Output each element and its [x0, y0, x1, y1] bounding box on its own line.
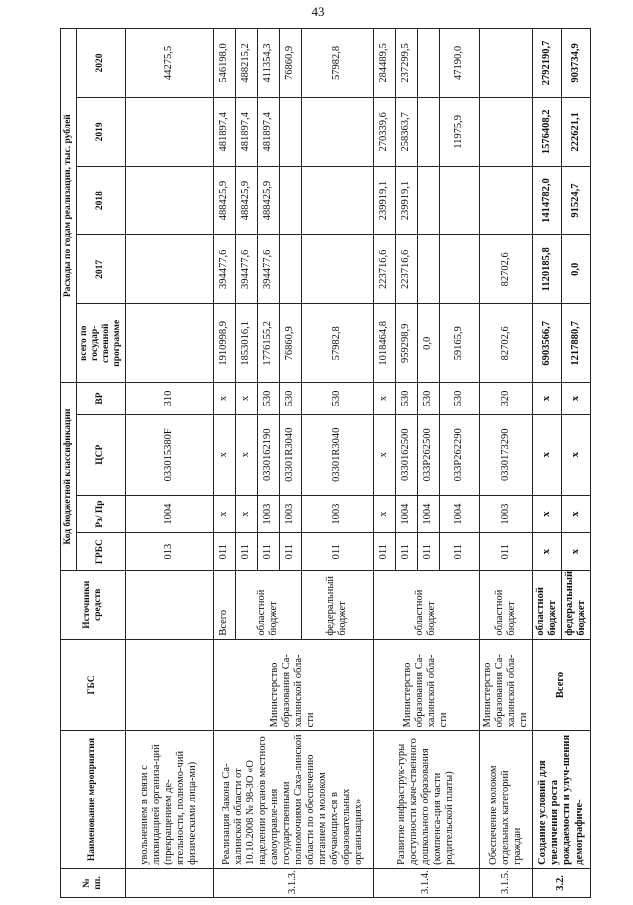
- cell-2017: 394477,6: [213, 235, 235, 304]
- cell-vr: х: [561, 383, 590, 414]
- cell-2018: [417, 166, 439, 235]
- cell-2020: 76860,9: [279, 29, 301, 98]
- measure-number: 3.2.: [532, 868, 590, 897]
- header-total: всего по государ-ственной программе: [76, 304, 125, 383]
- cell-2020: [417, 29, 439, 98]
- cell-csr: х: [373, 414, 395, 495]
- cell-vr: 320: [479, 383, 532, 414]
- header-2020: 2020: [76, 29, 125, 98]
- cell-total: 82702,6: [479, 304, 532, 383]
- cell-rzpr: 1004: [395, 495, 417, 533]
- cell-2020: 2792190,7: [532, 29, 561, 98]
- page-number: 43: [311, 4, 325, 19]
- cell-2017: 223716,6: [373, 235, 395, 304]
- cell-2017: [439, 235, 479, 304]
- cell-total: 0,0: [417, 304, 439, 383]
- cell-vr: 530: [257, 383, 279, 414]
- cell-vr: х: [373, 383, 395, 414]
- cell-2018: 488425,9: [235, 166, 257, 235]
- cell-csr: 033Р262500: [417, 414, 439, 495]
- cell-total: 59165,9: [439, 304, 479, 383]
- cell-grbs: 013: [125, 533, 213, 571]
- cell-2020: 488215,2: [235, 29, 257, 98]
- cell-2017: 82702,6: [479, 235, 532, 304]
- header-code-group: Код бюджетной классификации: [61, 383, 77, 571]
- cell-vr: 530: [417, 383, 439, 414]
- cell-csr: х: [235, 414, 257, 495]
- cell-2018: 1414782,0: [532, 166, 561, 235]
- cell-grbs: 011: [373, 533, 395, 571]
- cell-2019: [301, 97, 373, 166]
- header-2017: 2017: [76, 235, 125, 304]
- cell-2018: [279, 166, 301, 235]
- header-name: Наименование мероприятия: [61, 731, 126, 869]
- cell-2017: 1120185,8: [532, 235, 561, 304]
- cell-2017: 394477,6: [257, 235, 279, 304]
- cell-2020: 546198,0: [213, 29, 235, 98]
- header-source: Источники средств: [61, 570, 126, 639]
- cell-2018: [125, 166, 213, 235]
- cell-2017: 223716,6: [395, 235, 417, 304]
- cell-grbs: х: [532, 533, 561, 571]
- cell-2018: 239919,1: [373, 166, 395, 235]
- cell-rzpr: х: [235, 495, 257, 533]
- cell-2018: 488425,9: [257, 166, 279, 235]
- header-expense-group: Расходы по годам реализации, тыс. рублей: [61, 29, 77, 383]
- cell-vr: 530: [439, 383, 479, 414]
- cell-rzpr: 1004: [417, 495, 439, 533]
- cell-grbs: х: [561, 533, 590, 571]
- header-2019: 2019: [76, 97, 125, 166]
- cell-rzpr: 1003: [257, 495, 279, 533]
- cell-source: федеральный бюджет: [561, 570, 590, 639]
- cell-rzpr: х: [213, 495, 235, 533]
- cell-vr: 530: [301, 383, 373, 414]
- measure-gos: Министерство образования Са-халинской обла-сти: [213, 639, 373, 731]
- measure-number: 3.1.3.: [213, 868, 373, 897]
- cell-source: областной бюджет: [532, 570, 561, 639]
- cell-csr: 033Р262290: [439, 414, 479, 495]
- cell-vr: 530: [279, 383, 301, 414]
- measure-name: Развитие инфраструк-туры доступности каче-ственного дошкольного образования (компенса-ция части родительской платы): [373, 731, 479, 869]
- cell-rzpr: 1003: [279, 495, 301, 533]
- cell-2020: 411354,3: [257, 29, 279, 98]
- cell-vr: х: [213, 383, 235, 414]
- header-csr: ЦСР: [76, 414, 125, 495]
- cell-total: 1018464,8: [373, 304, 395, 383]
- cell-csr: х: [213, 414, 235, 495]
- cell-vr: х: [235, 383, 257, 414]
- cell-2020: 237299,5: [395, 29, 417, 98]
- cell-rzpr: 1004: [439, 495, 479, 533]
- cell-rzpr: х: [373, 495, 395, 533]
- program-expenses-table: [60, 28, 591, 898]
- table-row: [213, 29, 235, 898]
- cell-total: 1910998,9: [213, 304, 235, 383]
- cell-source: областной бюджет: [373, 570, 479, 639]
- cell-vr: 310: [125, 383, 213, 414]
- cell-2020: 44275,5: [125, 29, 213, 98]
- cell-vr: х: [532, 383, 561, 414]
- header-vr: ВР: [76, 383, 125, 414]
- cell-rzpr: 1004: [125, 495, 213, 533]
- cell-2019: 481897,4: [235, 97, 257, 166]
- cell-total: 76860,9: [279, 304, 301, 383]
- measure-gos: Всего: [532, 639, 590, 731]
- cell-2020: 57982,8: [301, 29, 373, 98]
- cell-2020: 284489,5: [373, 29, 395, 98]
- cell-2019: [279, 97, 301, 166]
- cell-grbs: 011: [257, 533, 279, 571]
- cell-2017: 394477,6: [235, 235, 257, 304]
- cell-2019: [479, 97, 532, 166]
- measure-name: увольнением в связи с ликвидацией организа-ций (прекращением де-ятельности, полномо-чий физическими лица-ми): [125, 731, 213, 869]
- cell-2018: [301, 166, 373, 235]
- measure-gos: Министерство образования Са-халинской обла-сти: [479, 639, 532, 731]
- header-grbs: ГРБС: [76, 533, 125, 571]
- cell-2019: 222621,1: [561, 97, 590, 166]
- cell-grbs: 011: [479, 533, 532, 571]
- header-rzpr: Рз/ Пр: [76, 495, 125, 533]
- cell-grbs: 011: [417, 533, 439, 571]
- cell-2019: 258363,7: [395, 97, 417, 166]
- cell-2017: [417, 235, 439, 304]
- cell-vr: 530: [395, 383, 417, 414]
- cell-csr: 03301R3040: [279, 414, 301, 495]
- cell-csr: 0330173290: [479, 414, 532, 495]
- rotated-page: [60, 28, 630, 898]
- header-gos: ГБС: [61, 639, 126, 731]
- cell-2020: 903734,9: [561, 29, 590, 98]
- cell-grbs: 011: [213, 533, 235, 571]
- cell-source: федеральный бюджет: [301, 570, 373, 639]
- cell-total: 1853016,1: [235, 304, 257, 383]
- measure-name: Обеспечение молоком отдельных категорий граждан: [479, 731, 532, 869]
- cell-total: 57982,8: [301, 304, 373, 383]
- cell-2018: [479, 166, 532, 235]
- measure-gos: Министерство образования Са-халинской обла-сти: [373, 639, 479, 731]
- cell-grbs: 011: [235, 533, 257, 571]
- cell-rzpr: х: [561, 495, 590, 533]
- cell-grbs: 011: [279, 533, 301, 571]
- measure-name: Создание условий для увеличения роста рождаемости и улуч-шения демографиче-: [532, 731, 590, 869]
- cell-csr: 03301R3040: [301, 414, 373, 495]
- cell-2019: [125, 97, 213, 166]
- rotated-table-wrapper: [60, 28, 630, 898]
- table-row: [125, 29, 213, 898]
- cell-csr: 033015380F: [125, 414, 213, 495]
- cell-csr: 0330162500: [395, 414, 417, 495]
- table-row: [373, 29, 395, 898]
- cell-grbs: 011: [439, 533, 479, 571]
- header-no: № пп.: [61, 868, 126, 897]
- cell-total: 6903566,7: [532, 304, 561, 383]
- cell-2018: [439, 166, 479, 235]
- measure-number: 3.1.4.: [373, 868, 479, 897]
- cell-2019: 270339,6: [373, 97, 395, 166]
- cell-total: 1217880,7: [561, 304, 590, 383]
- cell-csr: 0330162190: [257, 414, 279, 495]
- cell-source: областной бюджет: [235, 570, 301, 639]
- cell-total: 1776155,2: [257, 304, 279, 383]
- cell-grbs: 011: [301, 533, 373, 571]
- cell-2019: 481897,4: [213, 97, 235, 166]
- cell-2020: [479, 29, 532, 98]
- cell-total: 959298,9: [395, 304, 417, 383]
- cell-2018: 488425,9: [213, 166, 235, 235]
- cell-grbs: 011: [395, 533, 417, 571]
- cell-csr: х: [561, 414, 590, 495]
- cell-2019: [417, 97, 439, 166]
- measure-name: Реализация Закона Са-халинской области от 10.10.2008 № 98-ЗО «О наделении органов местного самоуправле-ния государственными полномочиями Саха-линской области по обеспечению питанием и молоком обучающих-ся в образовательных организациях»: [213, 731, 373, 869]
- table-row: [479, 29, 532, 898]
- cell-source: Всего: [213, 570, 235, 639]
- table-row: [532, 29, 561, 898]
- cell-2018: 239919,1: [395, 166, 417, 235]
- header-2018: 2018: [76, 166, 125, 235]
- cell-total: [125, 304, 213, 383]
- cell-2017: 0,0: [561, 235, 590, 304]
- cell-2017: [301, 235, 373, 304]
- cell-csr: х: [532, 414, 561, 495]
- cell-2019: 11975,9: [439, 97, 479, 166]
- cell-rzpr: 1003: [301, 495, 373, 533]
- cell-rzpr: 1003: [479, 495, 532, 533]
- cell-rzpr: х: [532, 495, 561, 533]
- cell-2020: 47190,0: [439, 29, 479, 98]
- cell-2019: 481897,4: [257, 97, 279, 166]
- cell-2017: [279, 235, 301, 304]
- cell-2017: [125, 235, 213, 304]
- measure-number: 3.1.5.: [479, 868, 532, 897]
- cell-2018: 91524,7: [561, 166, 590, 235]
- cell-2019: 1576408,2: [532, 97, 561, 166]
- cell-source: областной бюджет: [479, 570, 532, 639]
